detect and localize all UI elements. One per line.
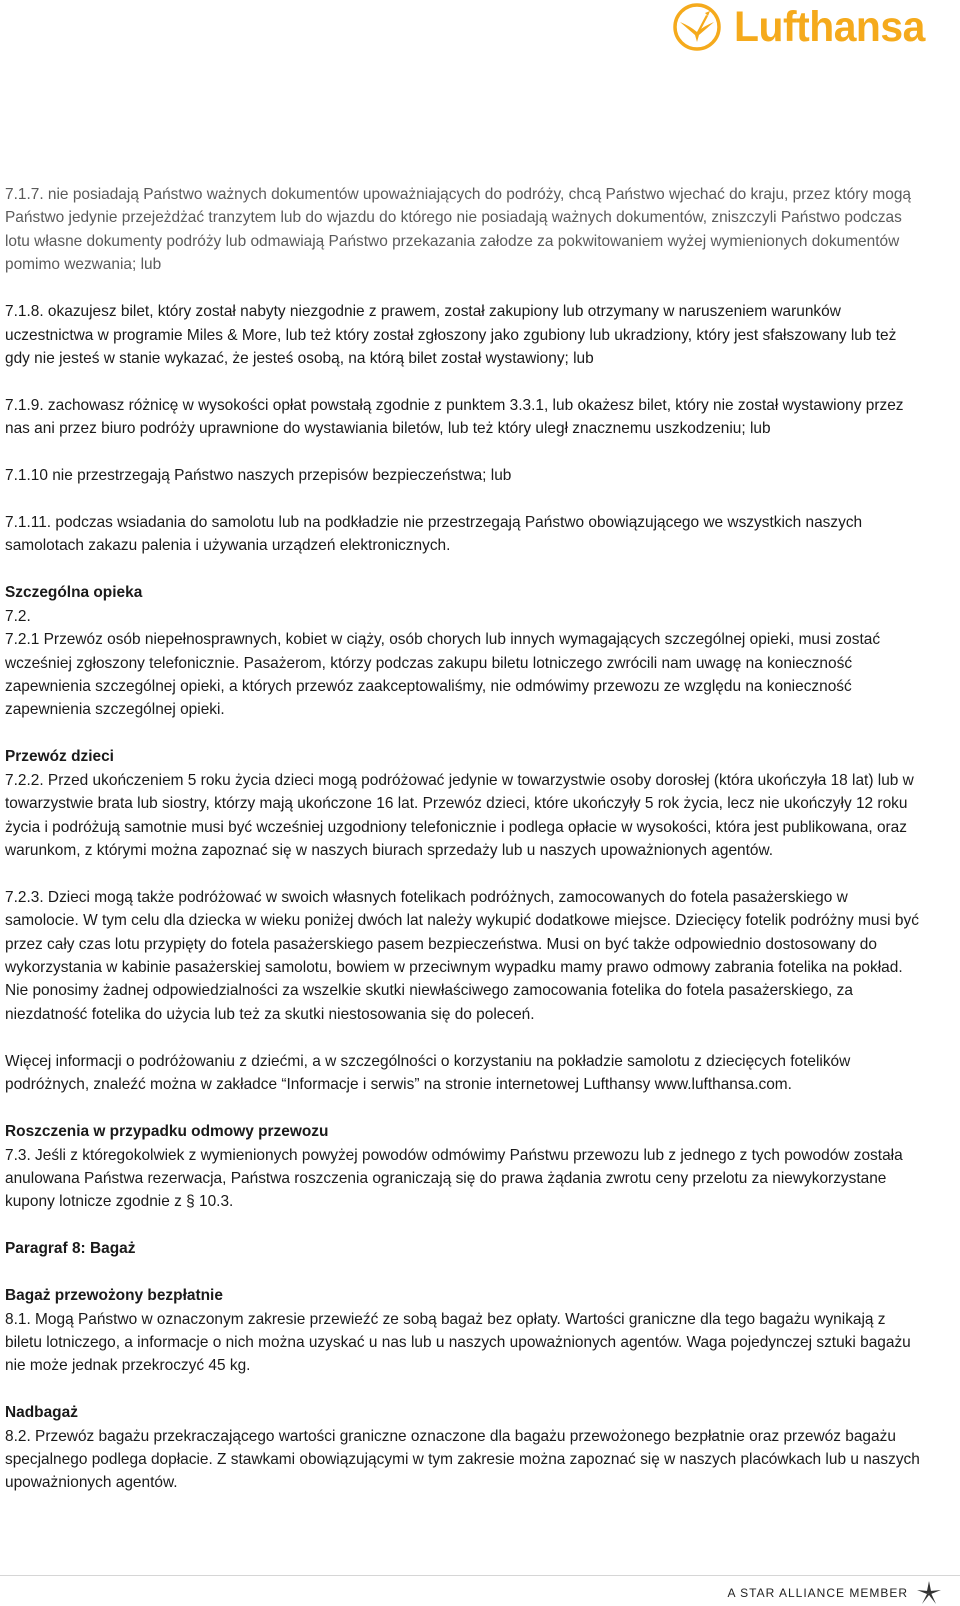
paragraph-7-2-3: 7.2.3. Dzieci mogą także podróżować w swoich własnych fotelikach podróżnych, zamocowanych do fotela pasażerskiego w samolocie. W tym celu dla dziecka w wieku poniżej dwóch lat należy wykupić dodatkowe miejsce. Dziecięcy fotelik podróżny musi być przez cały czas lotu przypięty do fotela pasażerskiego pasem bezpieczeństwa. Musi on być także odpowiednio dostosowany do wykorzystania w kabinie pasażerskiej samolotu, bowiem w przeciwnym wypadku mamy prawo odmowy zabrania fotelika na pokład. Nie ponosimy żadnej odpowiedzialności za wszelkie skutki niewłaściwego zamocowania fotelika do fotela pasażerskiego, za niezdatność fotelika do użycia lub też za skutki niestosowania się do poleceń. xyxy=(5,888,919,1023)
paragraph-7-1-11: 7.1.11. podczas wsiadania do samolotu lub na podkładzie nie przestrzegają Państwo obowiązującego we wszystkich naszych samolotach zakazu palenia i używania urządzeń elektronicznych. xyxy=(5,514,863,555)
footer-divider xyxy=(0,1575,960,1576)
lufthansa-logo xyxy=(672,2,957,52)
paragraph-7-2-2: 7.2.2. Przed ukończeniem 5 roku życia dzieci mogą podróżować jedynie w towarzystwie osoby dorosłej (która ukończyła 18 lat) lub w towarzystwie brata lub siostry, którzy mają ukończone 16 lat. Przewóz dzieci, które ukończyły 5 rok życia, lecz nie ukończyły 12 roku życia i podróżują samotnie musi być wcześniej uzgodniony telefonicznie i podlega opłacie w wysokości, która jest publikowana, oraz warunkom, z którymi można zapoznać się w naszych biurach sprzedaży lub u naszych upoważnionych agentów. xyxy=(5,771,914,859)
heading-children: Przewóz dzieci xyxy=(5,748,114,766)
paragraph-more-info: Więcej informacji o podróżowaniu z dziećmi, a w szczególności o korzystaniu na pokładzie samolotu z dziecięcych fotelików podróżnych, znaleźć można w zakładce “Informacje i serwis” na stronie internetowej Lufthansy www.lufthansa.com. xyxy=(5,1052,851,1094)
crane-logo-icon xyxy=(672,2,722,52)
paragraph-7-1-7: 7.1.7. nie posiadają Państwo ważnych dokumentów upoważniających do podróży, chcą Państwo wjechać do kraju, przez który mogą Państwo jedynie przejeżdżać tranzytem lub do wjazdu do którego nie posiadają ważnych dokumentów, zniszczyli Państwo podczas lotu własne dokumenty podróży lub odmawiają Państwo przekazania załodze za pokwitowaniem wyżej wymienionych dokumentów pomimo wezwania; lub xyxy=(5,186,912,274)
paragraph-7-3: 7.3. Jeśli z któregokolwiek z wymienionych powyżej powodów odmówimy Państwu przewozu lub z jednego z tych powodów została anulowana Państwa rezerwacja, Państwa roszczenia ograniczają się do prawa żądania zwrotu ceny przelotu za niewykorzystane kupony lotnicze zgodnie z § 10.3. xyxy=(5,1146,903,1211)
paragraph-7-2-1: 7.2.1 Przewóz osób niepełnosprawnych, kobiet w ciąży, osób chorych lub innych wymagających szczególnej opieki, musi zostać wcześniej zgłoszony telefonicznie. Pasażerom, którzy podczas zakupu biletu lotniczego zwrócili nam uwagę na konieczność zapewnienia szczególnej opieki, a których przewóz zaakceptowaliśmy, nie odmówimy przewozu ze względu na konieczność zapewnienia szczególnej opieki. xyxy=(5,631,881,719)
paragraph-7-1-10: 7.1.10 nie przestrzegają Państwo naszych przepisów bezpieczeństwa; lub xyxy=(5,467,512,485)
heading-free-baggage: Bagaż przewożony bezpłatnie xyxy=(5,1287,223,1305)
heading-excess-baggage: Nadbagaż xyxy=(5,1404,78,1422)
heading-special-care: Szczególna opieka xyxy=(5,584,143,602)
paragraph-8-2: 8.2. Przewóz bagażu przekraczającego wartości graniczne oznaczone dla bagażu przewożonego bezpłatnie oraz przewóz bagażu specjalnego podlega dopłacie. Z stawkami obowiązującymi w tym zakresie można zapoznać się w naszych placówkach lub u naszych upoważnionych agentów. xyxy=(5,1427,920,1492)
brand-name: Lufthansa xyxy=(734,2,925,51)
paragraph-7-1-8: 7.1.8. okazujesz bilet, który został nabyty niezgodnie z prawem, został zakupiony lub otrzymany w naruszeniem warunków uczestnictwa w programie Miles & More, lub też który został zgłoszony jako zgubiony lub ukradziony, który jest sfałszowany lub też gdy nie jesteś w stanie wykazać, że jesteś osobą, na którą bilet został wystawiony; lub xyxy=(5,303,897,367)
document-body xyxy=(5,183,922,1518)
star-alliance-footer xyxy=(728,1580,943,1606)
heading-claims: Roszczenia w przypadku odmowy przewozu xyxy=(5,1123,329,1141)
paragraph-8-1: 8.1. Mogą Państwo w oznaczonym zakresie przewieźć ze sobą bagaż bez opłaty. Wartości graniczne dla tego bagażu wynikają z biletu lotniczego, a informacje o nich można uzyskać u nas lub u naszych upoważnionych agentów. Waga pojedynczej sztuki bagażu nie może jednak przekroczyć 45 kg. xyxy=(5,1310,911,1375)
paragraph-7-2: 7.2. xyxy=(5,607,31,625)
star-alliance-icon xyxy=(916,1580,942,1606)
paragraph-7-1-9: 7.1.9. zachowasz różnicę w wysokości opłat powstałą zgodnie z punktem 3.3.1, lub okażesz bilet, który nie został wystawiony przez nas ani przez biuro podróży uprawnione do wystawiania biletów, lub też który uległ znacznemu uszkodzeniu; lub xyxy=(5,396,904,438)
heading-paragraph-8: Paragraf 8: Bagaż xyxy=(5,1240,136,1258)
alliance-label: A STAR ALLIANCE MEMBER xyxy=(727,1586,908,1600)
